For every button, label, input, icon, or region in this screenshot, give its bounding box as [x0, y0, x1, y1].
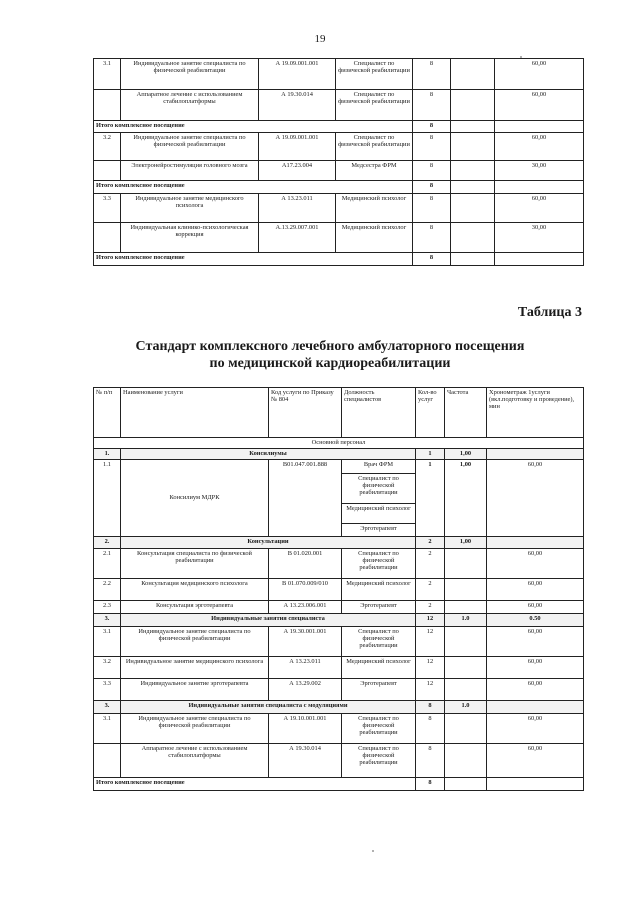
- service-count: 1: [416, 460, 445, 537]
- table-row: [94, 714, 584, 744]
- service-count: 8: [413, 223, 451, 253]
- duration: 60,00: [495, 133, 584, 161]
- frequency: [445, 549, 487, 579]
- empty-cell: [487, 449, 584, 460]
- service-count: 8: [416, 714, 445, 744]
- service-count: 8: [416, 744, 445, 778]
- duration: 60,00: [487, 460, 584, 537]
- group-number: 2.: [94, 537, 121, 549]
- duration: 60,00: [495, 90, 584, 121]
- table-row: [94, 549, 584, 579]
- row-number: [94, 161, 121, 181]
- table-row: [94, 627, 584, 657]
- table-row: [94, 460, 584, 474]
- header-count: Кол-во услуг: [416, 388, 445, 438]
- header-name: Наименование услуги: [121, 388, 269, 438]
- empty-cell: [495, 253, 584, 266]
- service-code: А 13.23.011: [269, 657, 342, 679]
- frequency: [445, 579, 487, 601]
- service-name: Консультация медицинского психолога: [121, 579, 269, 601]
- service-code: А 13.23.006.001: [269, 601, 342, 614]
- service-code: В 01.020.001: [269, 549, 342, 579]
- frequency: [445, 679, 487, 701]
- duration: 60,00: [487, 601, 584, 614]
- frequency: [451, 161, 495, 181]
- service-name: Индивидуальное занятие эрготерапевта: [121, 679, 269, 701]
- specialist: Эрготерапевт: [342, 679, 416, 701]
- scan-speck: [520, 56, 522, 58]
- table-row: [94, 601, 584, 614]
- total-row: [94, 253, 584, 266]
- service-name: Индивидуальное занятие медицинского психолога: [121, 194, 259, 223]
- row-number: 3.2: [94, 133, 121, 161]
- header-code: Код услуги по Приказу № 804: [269, 388, 342, 438]
- row-number: 3.3: [94, 679, 121, 701]
- frequency: [451, 133, 495, 161]
- specialist: Эрготерапевт: [342, 601, 416, 614]
- service-code: А 19.30.014: [259, 90, 336, 121]
- total-row: [94, 181, 584, 194]
- specialist: Медицинский психолог: [336, 223, 413, 253]
- empty-cell: [451, 121, 495, 133]
- duration: 60,00: [495, 59, 584, 90]
- service-name: Консультация специалиста по физической реабилитации: [121, 549, 269, 579]
- specialist: Медицинский психолог: [342, 504, 416, 524]
- group-count: 2: [416, 537, 445, 549]
- frequency: 1,00: [445, 460, 487, 537]
- header-num: № п/п: [94, 388, 121, 438]
- group-number: 3.: [94, 614, 121, 627]
- specialist: Медсестра ФРМ: [336, 161, 413, 181]
- duration: 60,00: [487, 549, 584, 579]
- service-code: А 13.23.011: [259, 194, 336, 223]
- duration: 60,00: [487, 579, 584, 601]
- table-row: [94, 679, 584, 701]
- service-code: А 19.09.001.001: [259, 133, 336, 161]
- duration: 60,00: [487, 744, 584, 778]
- service-name: Индивидуальное занятие медицинского психолога: [121, 657, 269, 679]
- service-name: Индивидуальное занятие специалиста по физической реабилитации: [121, 59, 259, 90]
- group-row: [94, 537, 584, 549]
- service-code: В01.047.001.888: [269, 460, 342, 537]
- specialist: Специалист по физической реабилитации: [342, 474, 416, 504]
- total-label: Итого комплексное посещение: [94, 778, 416, 791]
- frequency: [445, 627, 487, 657]
- total-label: Итого комплексное посещение: [94, 121, 413, 133]
- frequency: [445, 744, 487, 778]
- service-name: Аппаратное лечение с использованием стабилоплатформы: [121, 90, 259, 121]
- frequency: [451, 223, 495, 253]
- service-name: Консилиум МДРК: [121, 460, 269, 537]
- table-continuation: [93, 58, 584, 266]
- section-row: [94, 438, 584, 449]
- header-freq: Частота: [445, 388, 487, 438]
- service-count: 12: [416, 679, 445, 701]
- group-count: 1: [416, 449, 445, 460]
- group-title: Консилиумы: [121, 449, 416, 460]
- group-frequency: 1,00: [445, 537, 487, 549]
- row-number: 3.1: [94, 59, 121, 90]
- total-count: 8: [413, 181, 451, 194]
- total-row: [94, 121, 584, 133]
- empty-cell: [487, 537, 584, 549]
- total-label: Итого комплексное посещение: [94, 253, 413, 266]
- empty-cell: [495, 121, 584, 133]
- service-count: 12: [416, 657, 445, 679]
- duration: 60,00: [487, 657, 584, 679]
- row-number: 3.1: [94, 627, 121, 657]
- service-name: Электронейростимуляция головного мозга: [121, 161, 259, 181]
- group-count: 12: [416, 614, 445, 627]
- group-duration: 0.50: [487, 614, 584, 627]
- service-code: А 19.30.001.001: [269, 627, 342, 657]
- specialist: Специалист по физической реабилитации: [342, 744, 416, 778]
- row-number: [94, 223, 121, 253]
- row-number: 3.2: [94, 657, 121, 679]
- frequency: [445, 714, 487, 744]
- table-row: [94, 161, 584, 181]
- total-row: [94, 778, 584, 791]
- group-number: 3.: [94, 701, 121, 714]
- group-title: Индивидуальные занятия специалиста: [121, 614, 416, 627]
- service-count: 8: [413, 133, 451, 161]
- specialist: Врач ФРМ: [342, 460, 416, 474]
- duration: 60,00: [487, 627, 584, 657]
- row-number: 2.2: [94, 579, 121, 601]
- duration: 60,00: [487, 714, 584, 744]
- group-row: [94, 449, 584, 460]
- table-row: [94, 194, 584, 223]
- group-row: [94, 701, 584, 714]
- total-count: 8: [413, 121, 451, 133]
- service-name: Индивидуальное занятие специалиста по физической реабилитации: [121, 627, 269, 657]
- row-number: 3.3: [94, 194, 121, 223]
- frequency: [451, 90, 495, 121]
- table-row: [94, 59, 584, 90]
- service-name: Аппаратное лечение с использованием стабилоплатформы: [121, 744, 269, 778]
- table-row: [94, 657, 584, 679]
- service-count: 12: [416, 627, 445, 657]
- empty-cell: [487, 778, 584, 791]
- table-header-row: [94, 388, 584, 438]
- service-code: В 01.070.009/010: [269, 579, 342, 601]
- empty-cell: [451, 253, 495, 266]
- service-count: 8: [413, 194, 451, 223]
- empty-cell: [445, 778, 487, 791]
- section-title: Основной персонал: [94, 438, 584, 449]
- service-name: Индивидуальное занятие специалиста по физической реабилитации: [121, 133, 259, 161]
- empty-cell: [451, 181, 495, 194]
- service-code: А 19.30.014: [269, 744, 342, 778]
- service-count: 8: [413, 59, 451, 90]
- duration: 60,00: [495, 194, 584, 223]
- row-number: 1.1: [94, 460, 121, 537]
- specialist: Медицинский психолог: [342, 657, 416, 679]
- service-count: 2: [416, 579, 445, 601]
- row-number: 2.1: [94, 549, 121, 579]
- service-code: А17.23.004: [259, 161, 336, 181]
- specialist: Специалист по физической реабилитации: [336, 59, 413, 90]
- page-number: 19: [314, 33, 326, 45]
- group-row: [94, 614, 584, 627]
- duration: 30,00: [495, 223, 584, 253]
- frequency: [451, 59, 495, 90]
- specialist: Специалист по физической реабилитации: [336, 90, 413, 121]
- header-time: Хронометраж 1услуги (вкл.подготовку и проведение), мин: [487, 388, 584, 438]
- specialist: Специалист по физической реабилитации: [342, 714, 416, 744]
- scan-speck: [372, 850, 374, 852]
- page-title: [60, 339, 600, 372]
- group-title: Индивидуальные занятия специалиста с модуляциями: [121, 701, 416, 714]
- header-spec: Должность специалистов: [342, 388, 416, 438]
- table-row: [94, 90, 584, 121]
- table-row: [94, 744, 584, 778]
- title-line-1: Стандарт комплексного лечебного амбулаторного посещения: [135, 339, 525, 354]
- specialist: Медицинский психолог: [336, 194, 413, 223]
- duration: 30,00: [495, 161, 584, 181]
- table-row: [94, 223, 584, 253]
- specialist: Медицинский психолог: [342, 579, 416, 601]
- service-code: А.13.29.007.001: [259, 223, 336, 253]
- frequency: [451, 194, 495, 223]
- row-number: 3.1: [94, 714, 121, 744]
- group-frequency: 1.0: [445, 614, 487, 627]
- total-count: 8: [413, 253, 451, 266]
- specialist: Специалист по физической реабилитации: [336, 133, 413, 161]
- table-label: Таблица 3: [517, 305, 582, 320]
- service-code: А 19.10.001.001: [269, 714, 342, 744]
- row-number: [94, 90, 121, 121]
- specialist: Специалист по физической реабилитации: [342, 627, 416, 657]
- table-row: [94, 579, 584, 601]
- group-frequency: 1.0: [445, 701, 487, 714]
- group-title: Консультации: [121, 537, 416, 549]
- title-line-2: по медицинской кардиореабилитации: [209, 355, 451, 371]
- frequency: [445, 601, 487, 614]
- group-count: 8: [416, 701, 445, 714]
- duration: 60,00: [487, 679, 584, 701]
- service-name: Индивидуальная клинико-психологическая коррекция: [121, 223, 259, 253]
- service-count: 8: [413, 161, 451, 181]
- service-name: Консультация эрготерапевта: [121, 601, 269, 614]
- service-count: 2: [416, 601, 445, 614]
- specialist: Специалист по физической реабилитации: [342, 549, 416, 579]
- service-code: А 19.09.001.001: [259, 59, 336, 90]
- service-name: Индивидуальное занятие специалиста по физической реабилитации: [121, 714, 269, 744]
- service-code: А 13.29.002: [269, 679, 342, 701]
- service-count: 2: [416, 549, 445, 579]
- group-number: 1.: [94, 449, 121, 460]
- service-count: 8: [413, 90, 451, 121]
- total-label: Итого комплексное посещение: [94, 181, 413, 194]
- frequency: [445, 657, 487, 679]
- table-row: [94, 133, 584, 161]
- empty-cell: [487, 701, 584, 714]
- row-number: [94, 744, 121, 778]
- row-number: 2.3: [94, 601, 121, 614]
- table-cardio-standard: [93, 387, 584, 791]
- group-frequency: 1,00: [445, 449, 487, 460]
- total-count: 8: [416, 778, 445, 791]
- specialist: Эрготерапевт: [342, 524, 416, 537]
- empty-cell: [495, 181, 584, 194]
